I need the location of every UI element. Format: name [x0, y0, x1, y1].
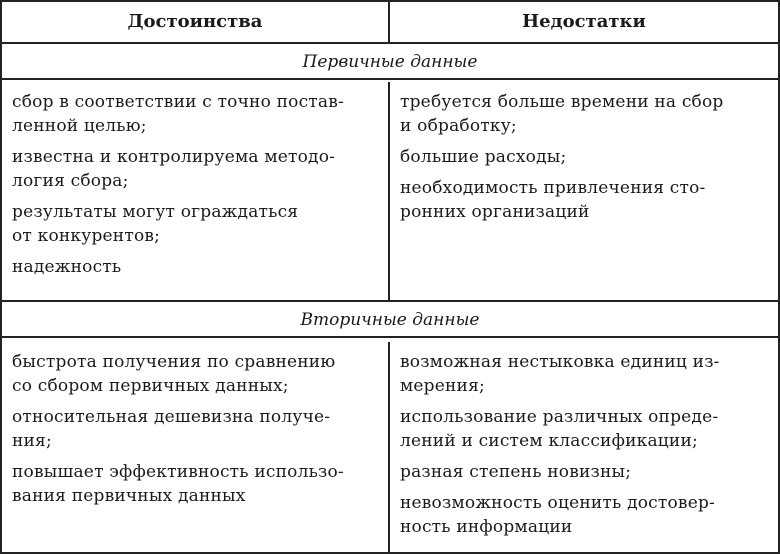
primary-advantages-cell	[2, 82, 390, 300]
list-item: необходимость привлечения сто- ронних организаций	[400, 178, 706, 222]
list-item: результаты могут ограждаться от конкурентов;	[12, 202, 299, 246]
list-item: относительная дешевизна получе- ния;	[12, 407, 331, 451]
list-item: использование различных опреде- лений и систем классификации;	[400, 407, 719, 451]
list-item: требуется больше времени на сбор и обработку;	[400, 92, 724, 136]
list-item: сбор в соответствии с точно постав- ленной целью;	[12, 92, 344, 136]
header-advantages: Достоинства	[2, 2, 390, 42]
list-item: надежность	[12, 257, 122, 277]
secondary-advantages-cell	[2, 342, 390, 552]
header-disadvantages: Недостатки	[522, 11, 646, 32]
list-item: известна и контролируема методо- логия сбора;	[12, 147, 336, 191]
section-title-secondary: Вторичные данные	[2, 302, 778, 338]
list-item: разная степень новизны;	[400, 462, 632, 482]
secondary-disadvantages-cell	[390, 342, 778, 552]
list-item: быстрота получения по сравнению со сбором первичных данных;	[12, 352, 336, 396]
section-body-secondary	[2, 342, 778, 552]
section-body-primary	[2, 82, 778, 302]
list-item: повышает эффективность использо- вания первичных данных	[12, 462, 344, 506]
table-header-row	[2, 2, 778, 44]
list-item: возможная нестыковка единиц из- мерения;	[400, 352, 720, 396]
primary-disadvantages-cell	[390, 82, 778, 300]
list-item: большие расходы;	[400, 147, 567, 167]
list-item: невозможность оценить достовер- ность информации	[400, 493, 715, 537]
section-title-primary: Первичные данные	[2, 44, 778, 80]
